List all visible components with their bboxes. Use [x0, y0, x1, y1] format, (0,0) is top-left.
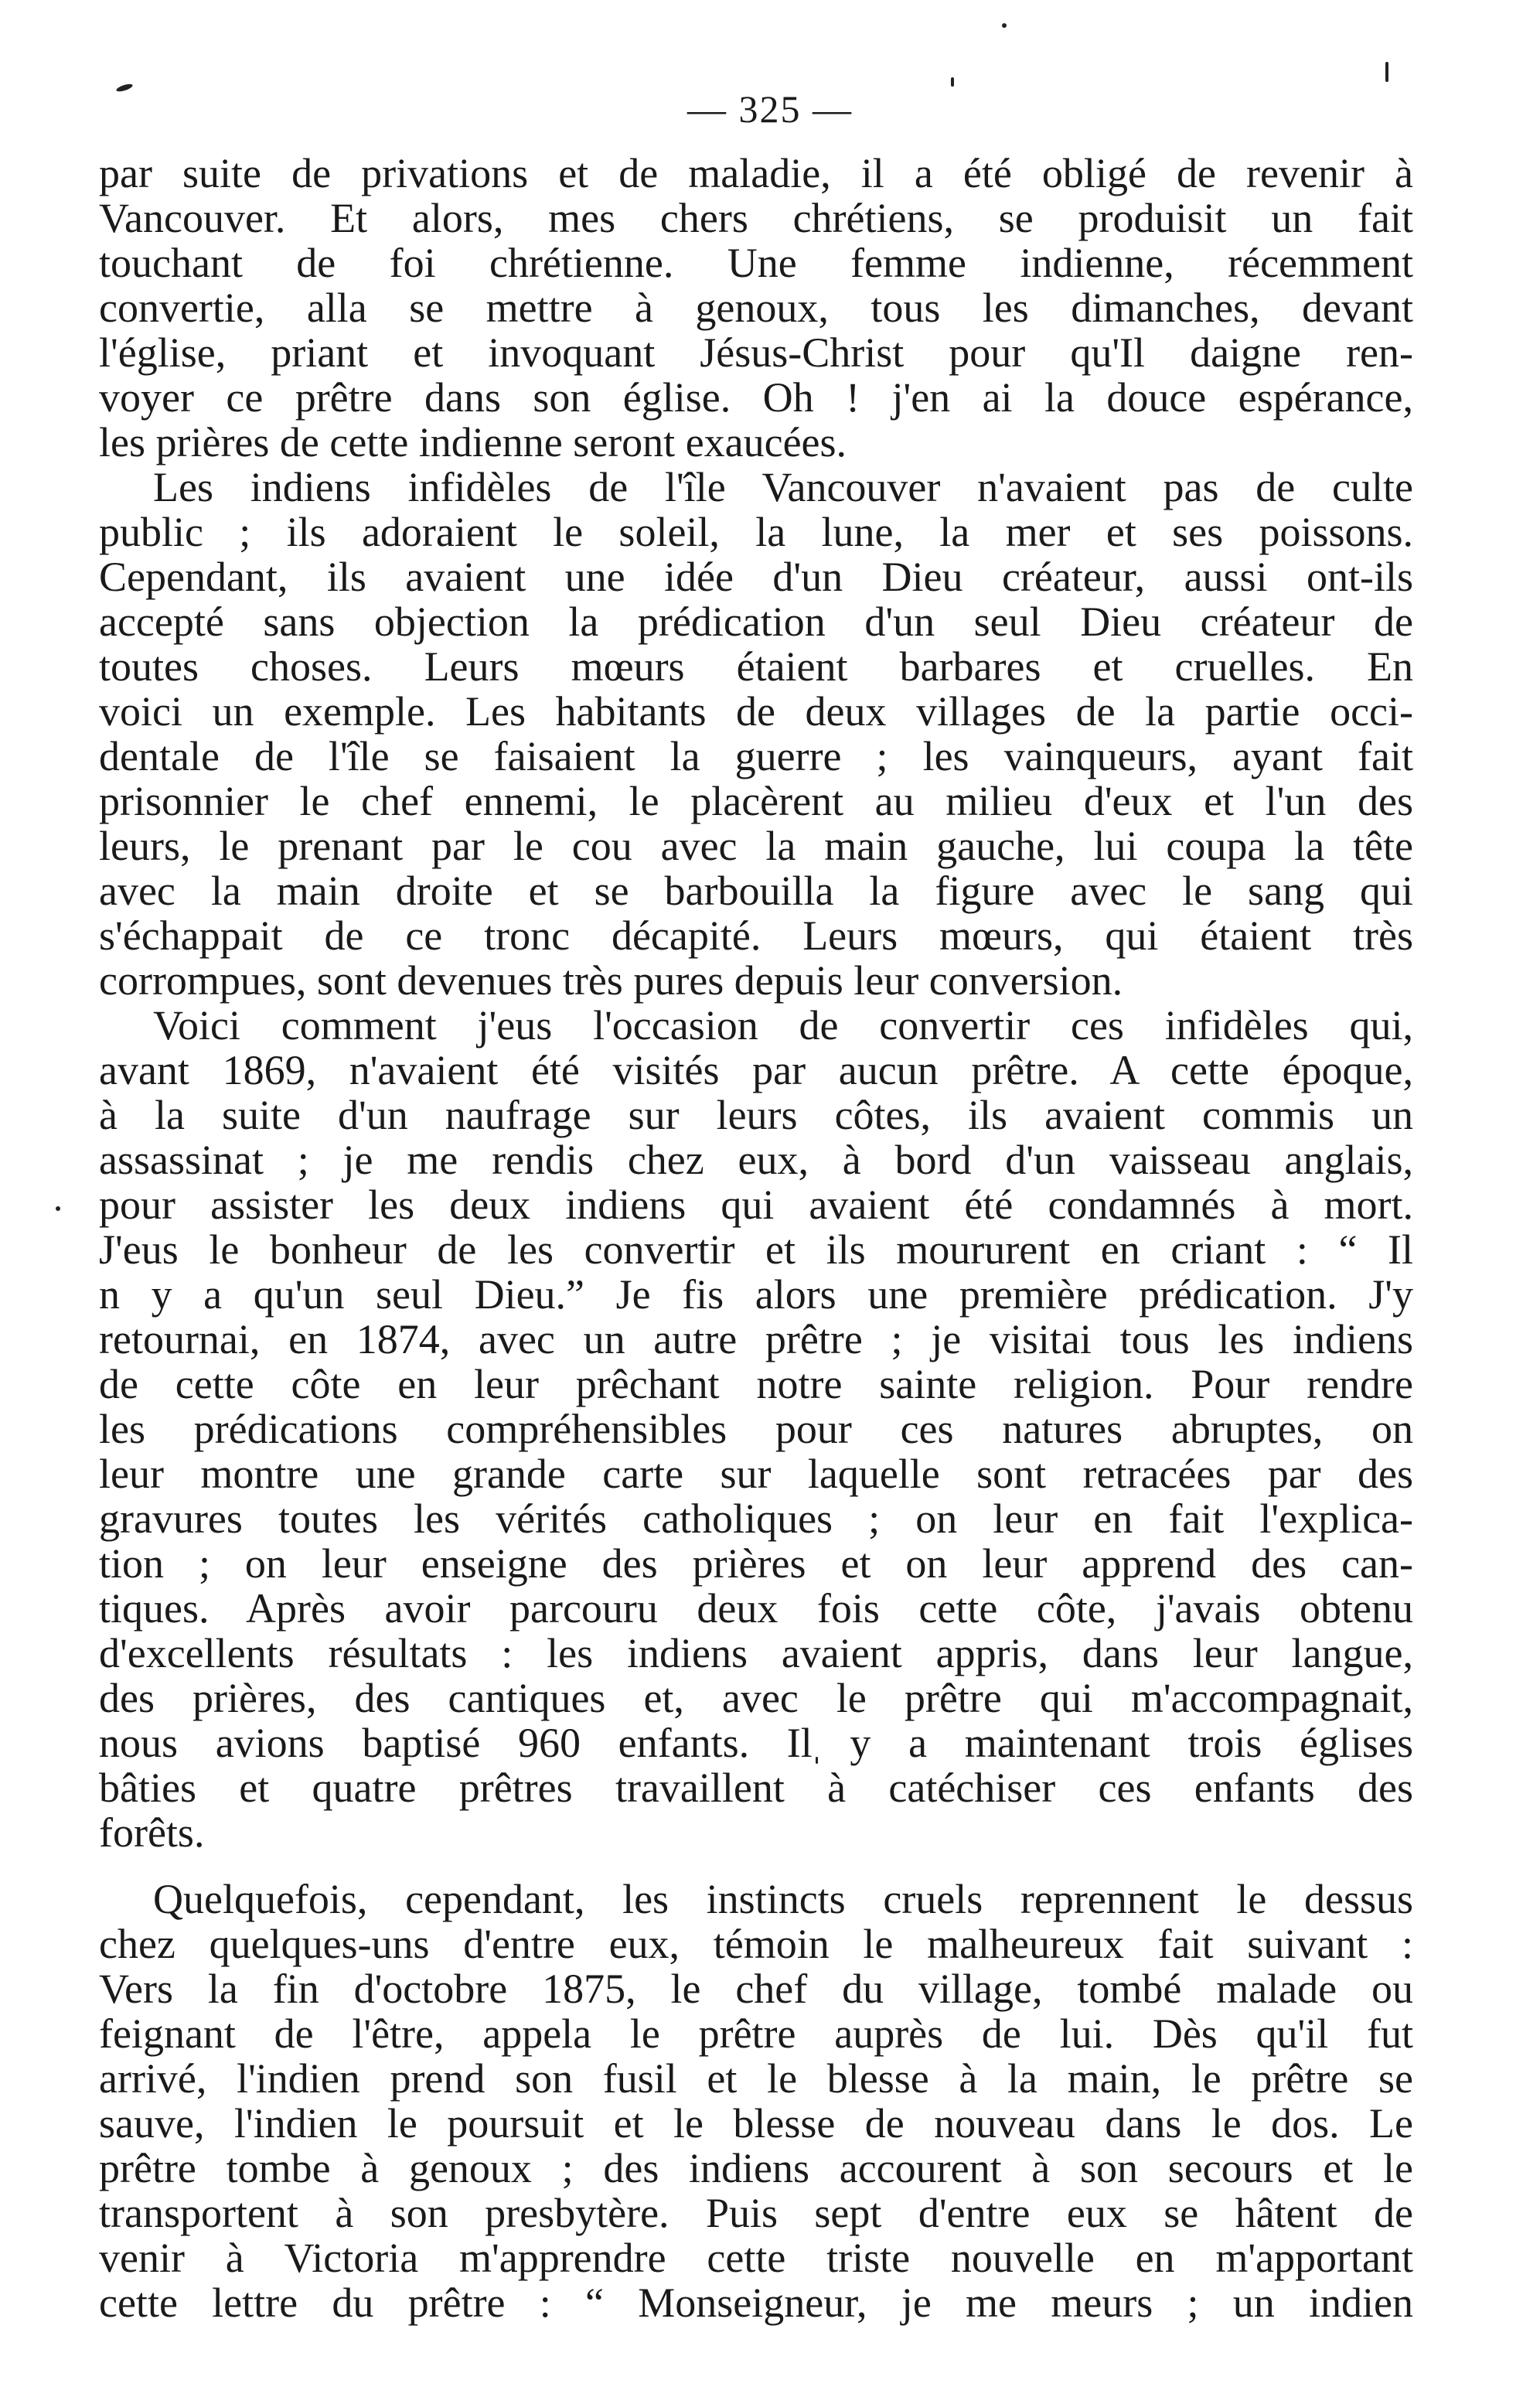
text-line: Quelquefois, cependant, les instincts cruels reprennent le dessus [153, 1876, 1413, 1922]
text-line: Vers la fin d'octobre 1875, le chef du village, tombé malade ou [99, 1966, 1413, 2012]
text-line: tion ; on leur enseigne des prières et on leur apprend des can- [99, 1540, 1413, 1587]
text-line: voici un exemple. Les habitants de deux villages de la partie occi- [99, 688, 1413, 735]
text-line: convertie, alla se mettre à genoux, tous les dimanches, devant [99, 285, 1413, 331]
text-line: bâties et quatre prêtres travaillent à catéchiser ces enfants des [99, 1765, 1413, 1811]
text-line: des prières, des cantiques et, avec le prêtre qui m'accompagnait, [99, 1675, 1413, 1721]
text-line: à la suite d'un naufrage sur leurs côtes, ils avaient commis un [99, 1092, 1413, 1138]
text-line: voyer ce prêtre dans son église. Oh ! j'en ai la douce espérance, [99, 374, 1413, 421]
text-line: venir à Victoria m'apprendre cette triste nouvelle en m'apportant [99, 2235, 1413, 2281]
text-line: nous avions baptisé 960 enfants. Il y a maintenant trois églises [99, 1720, 1413, 1766]
print-speck [1002, 23, 1007, 28]
text-line: feignant de l'être, appela le prêtre auprès de lui. Dès qu'il fut [99, 2010, 1413, 2057]
print-speck [1385, 62, 1388, 82]
text-line: tiques. Après avoir parcouru deux fois cette côte, j'avais obtenu [99, 1585, 1413, 1632]
text-line: pour assister les deux indiens qui avaient été condamnés à mort. [99, 1182, 1413, 1228]
text-line: gravures toutes les vérités catholiques ; on leur en fait l'explica- [99, 1495, 1413, 1542]
paragraph-1 [99, 151, 1413, 465]
text-line: n y a qu'un seul Dieu.” Je fis alors une première prédication. J'y [99, 1271, 1413, 1318]
text-line: Cependant, ils avaient une idée d'un Dieu créateur, aussi ont-ils [99, 554, 1413, 600]
text-line: sauve, l'indien le poursuit et le blesse de nouveau dans le dos. Le [99, 2100, 1413, 2147]
paragraph-3 [99, 1003, 1413, 1855]
text-line: touchant de foi chrétienne. Une femme indienne, récemment [99, 240, 1413, 286]
text-line: leur montre une grande carte sur laquelle sont retracées par des [99, 1451, 1413, 1497]
paragraph-2 [99, 465, 1413, 1003]
text-line: l'église, priant et invoquant Jésus-Christ pour qu'Il daigne ren- [99, 329, 1413, 376]
text-line: forêts. [99, 1809, 205, 1856]
text-line: corrompues, sont devenues très pures depuis leur conversion. [99, 957, 1123, 1004]
text-line: cette lettre du prêtre : “ Monseigneur, je me meurs ; un indien [99, 2280, 1413, 2326]
text-line: Voici comment j'eus l'occasion de convertir ces infidèles qui, [153, 1002, 1413, 1049]
text-line: Les indiens infidèles de l'île Vancouver n'avaient pas de culte [153, 464, 1413, 510]
text-line: chez quelques-uns d'entre eux, témoin le malheureux fait suivant : [99, 1921, 1413, 1967]
text-line: avant 1869, n'avaient été visités par aucun prêtre. A cette époque, [99, 1047, 1413, 1093]
text-line: leurs, le prenant par le cou avec la main gauche, lui coupa la tête [99, 823, 1413, 869]
text-line: J'eus le bonheur de les convertir et ils moururent en criant : “ Il [99, 1226, 1413, 1273]
text-line: par suite de privations et de maladie, il a été obligé de revenir à [99, 150, 1413, 196]
text-line: retournai, en 1874, avec un autre prêtre ; je visitai tous les indiens [99, 1316, 1413, 1362]
paragraph-gap [99, 1855, 1413, 1877]
text-line: Vancouver. Et alors, mes chers chrétiens, se produisit un fait [99, 195, 1413, 241]
text-line: arrivé, l'indien prend son fusil et le blesse à la main, le prêtre se [99, 2055, 1413, 2102]
text-line: assassinat ; je me rendis chez eux, à bord d'un vaisseau anglais, [99, 1137, 1413, 1183]
text-line: prêtre tombe à genoux ; des indiens accourent à son secours et le [99, 2145, 1413, 2191]
paragraph-4 [99, 1877, 1413, 2325]
text-line: les prières de cette indienne seront exaucées. [99, 419, 847, 465]
text-line: toutes choses. Leurs mœurs étaient barbares et cruelles. En [99, 643, 1413, 690]
page-number: — 325 — [687, 87, 853, 131]
text-line: avec la main droite et se barbouilla la figure avec le sang qui [99, 868, 1413, 914]
text-line: accepté sans objection la prédication d'un seul Dieu créateur de [99, 598, 1413, 645]
text-line: de cette côte en leur prêchant notre sainte religion. Pour rendre [99, 1361, 1413, 1407]
text-line: les prédications compréhensibles pour ces natures abruptes, on [99, 1406, 1413, 1452]
text-line: s'échappait de ce tronc décapité. Leurs mœurs, qui étaient très [99, 912, 1413, 959]
print-speck [951, 77, 954, 87]
body-text [99, 151, 1413, 2325]
print-speck [56, 1206, 60, 1211]
text-line: transportent à son presbytère. Puis sept d'entre eux se hâtent de [99, 2190, 1413, 2236]
text-line: dentale de l'île se faisaient la guerre ; les vainqueurs, ayant fait [99, 733, 1413, 779]
text-line: d'excellents résultats : les indiens avaient appris, dans leur langue, [99, 1630, 1413, 1676]
text-line: prisonnier le chef ennemi, le placèrent au milieu d'eux et l'un des [99, 778, 1413, 824]
text-line: public ; ils adoraient le soleil, la lune, la mer et ses poissons. [99, 509, 1413, 555]
